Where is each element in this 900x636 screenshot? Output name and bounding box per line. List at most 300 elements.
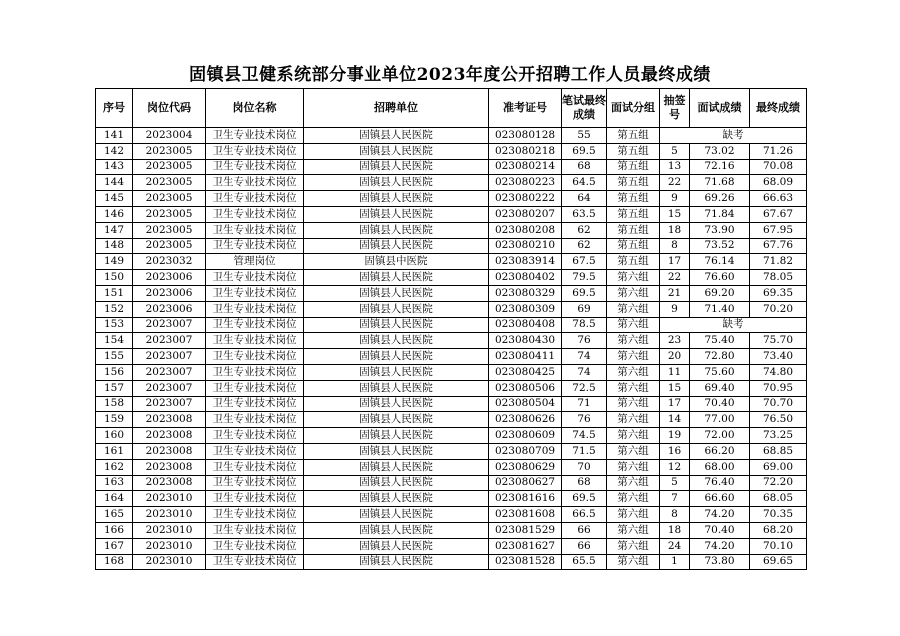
cell-post-code: 2023010 (133, 522, 206, 538)
cell-interview-score: 73.80 (690, 554, 750, 570)
cell-final-score: 70.10 (750, 538, 807, 554)
cell-seq: 160 (96, 428, 133, 444)
cell-seq: 167 (96, 538, 133, 554)
cell-post-name: 卫生专业技术岗位 (206, 191, 304, 207)
cell-interview-score: 66.60 (690, 491, 750, 507)
cell-interview-group: 第六组 (607, 301, 660, 317)
cell-written-score: 69.5 (562, 143, 607, 159)
cell-lot-number: 24 (660, 538, 690, 554)
cell-seq: 148 (96, 238, 133, 254)
cell-written-score: 76 (562, 333, 607, 349)
cell-written-score: 68 (562, 159, 607, 175)
cell-exam-number: 023081608 (489, 507, 562, 523)
cell-interview-group: 第五组 (607, 175, 660, 191)
cell-seq: 149 (96, 254, 133, 270)
cell-post-name: 卫生专业技术岗位 (206, 522, 304, 538)
cell-recruiting-unit: 固镇县人民医院 (304, 412, 489, 428)
cell-lot-number: 9 (660, 301, 690, 317)
cell-post-code: 2023010 (133, 554, 206, 570)
cell-seq: 147 (96, 222, 133, 238)
cell-interview-group: 第六组 (607, 285, 660, 301)
cell-post-code: 2023005 (133, 206, 206, 222)
cell-final-score: 76.50 (750, 412, 807, 428)
cell-post-code: 2023005 (133, 143, 206, 159)
cell-recruiting-unit: 固镇县人民医院 (304, 191, 489, 207)
cell-lot-number: 7 (660, 491, 690, 507)
cell-post-name: 卫生专业技术岗位 (206, 128, 304, 144)
cell-post-name: 卫生专业技术岗位 (206, 428, 304, 444)
header-post-name: 岗位名称 (206, 89, 304, 128)
cell-seq: 165 (96, 507, 133, 523)
cell-post-code: 2023008 (133, 443, 206, 459)
cell-lot-number: 18 (660, 522, 690, 538)
cell-lot-number: 21 (660, 285, 690, 301)
table-row (96, 301, 807, 317)
cell-recruiting-unit: 固镇县人民医院 (304, 522, 489, 538)
cell-recruiting-unit: 固镇县人民医院 (304, 270, 489, 286)
cell-interview-score: 73.90 (690, 222, 750, 238)
cell-written-score: 64.5 (562, 175, 607, 191)
cell-interview-group: 第六组 (607, 428, 660, 444)
header-exam-number: 准考证号 (489, 89, 562, 128)
cell-recruiting-unit: 固镇县人民医院 (304, 206, 489, 222)
cell-final-score: 68.05 (750, 491, 807, 507)
cell-written-score: 71.5 (562, 443, 607, 459)
table-header (96, 89, 807, 128)
cell-written-score: 55 (562, 128, 607, 144)
cell-exam-number: 023080627 (489, 475, 562, 491)
cell-post-code: 2023005 (133, 191, 206, 207)
cell-final-score: 73.25 (750, 428, 807, 444)
cell-lot-number: 16 (660, 443, 690, 459)
cell-exam-number: 023081529 (489, 522, 562, 538)
cell-post-name: 卫生专业技术岗位 (206, 159, 304, 175)
cell-seq: 155 (96, 349, 133, 365)
cell-interview-group: 第六组 (607, 349, 660, 365)
cell-post-code: 2023005 (133, 175, 206, 191)
cell-written-score: 62 (562, 222, 607, 238)
cell-final-score: 68.09 (750, 175, 807, 191)
cell-seq: 158 (96, 396, 133, 412)
cell-recruiting-unit: 固镇县人民医院 (304, 238, 489, 254)
cell-post-code: 2023005 (133, 238, 206, 254)
cell-exam-number: 023081627 (489, 538, 562, 554)
header-interview-score: 面试成绩 (690, 89, 750, 128)
scores-table (95, 88, 807, 570)
cell-interview-score: 73.02 (690, 143, 750, 159)
cell-interview-group: 第五组 (607, 143, 660, 159)
cell-written-score: 66 (562, 522, 607, 538)
cell-seq: 154 (96, 333, 133, 349)
cell-exam-number: 023080214 (489, 159, 562, 175)
table-row (96, 206, 807, 222)
cell-lot-number: 8 (660, 238, 690, 254)
cell-interview-score: 71.40 (690, 301, 750, 317)
cell-lot-number: 23 (660, 333, 690, 349)
table-row (96, 238, 807, 254)
cell-recruiting-unit: 固镇县人民医院 (304, 443, 489, 459)
cell-final-score: 69.00 (750, 459, 807, 475)
cell-post-name: 管理岗位 (206, 254, 304, 270)
cell-recruiting-unit: 固镇县人民医院 (304, 143, 489, 159)
cell-interview-group: 第五组 (607, 191, 660, 207)
cell-seq: 161 (96, 443, 133, 459)
cell-interview-score: 76.40 (690, 475, 750, 491)
cell-post-name: 卫生专业技术岗位 (206, 270, 304, 286)
cell-exam-number: 023080629 (489, 459, 562, 475)
cell-exam-number: 023080430 (489, 333, 562, 349)
cell-interview-group: 第五组 (607, 159, 660, 175)
cell-exam-number: 023080208 (489, 222, 562, 238)
table-row (96, 443, 807, 459)
cell-interview-group: 第五组 (607, 254, 660, 270)
cell-post-code: 2023008 (133, 459, 206, 475)
cell-interview-group: 第五组 (607, 128, 660, 144)
cell-recruiting-unit: 固镇县人民医院 (304, 175, 489, 191)
cell-post-name: 卫生专业技术岗位 (206, 491, 304, 507)
cell-recruiting-unit: 固镇县人民医院 (304, 317, 489, 333)
cell-final-score: 70.35 (750, 507, 807, 523)
table-row (96, 143, 807, 159)
cell-interview-score: 72.16 (690, 159, 750, 175)
cell-recruiting-unit: 固镇县人民医院 (304, 396, 489, 412)
cell-interview-score: 77.00 (690, 412, 750, 428)
cell-recruiting-unit: 固镇县人民医院 (304, 380, 489, 396)
cell-interview-group: 第六组 (607, 412, 660, 428)
cell-written-score: 71 (562, 396, 607, 412)
cell-recruiting-unit: 固镇县人民医院 (304, 538, 489, 554)
cell-post-name: 卫生专业技术岗位 (206, 459, 304, 475)
cell-final-score: 70.95 (750, 380, 807, 396)
cell-recruiting-unit: 固镇县人民医院 (304, 364, 489, 380)
cell-post-name: 卫生专业技术岗位 (206, 380, 304, 396)
cell-lot-number: 22 (660, 175, 690, 191)
cell-recruiting-unit: 固镇县中医院 (304, 254, 489, 270)
cell-written-score: 76 (562, 412, 607, 428)
cell-written-score: 70 (562, 459, 607, 475)
cell-exam-number: 023080223 (489, 175, 562, 191)
cell-interview-group: 第六组 (607, 522, 660, 538)
cell-final-score: 68.85 (750, 443, 807, 459)
cell-recruiting-unit: 固镇县人民医院 (304, 428, 489, 444)
cell-interview-group: 第六组 (607, 507, 660, 523)
cell-recruiting-unit: 固镇县人民医院 (304, 222, 489, 238)
cell-post-code: 2023006 (133, 285, 206, 301)
table-row (96, 285, 807, 301)
cell-seq: 157 (96, 380, 133, 396)
cell-lot-number: 13 (660, 159, 690, 175)
cell-seq: 145 (96, 191, 133, 207)
cell-interview-score: 74.20 (690, 538, 750, 554)
cell-lot-number: 18 (660, 222, 690, 238)
cell-exam-number: 023081616 (489, 491, 562, 507)
cell-interview-group: 第五组 (607, 222, 660, 238)
table-row (96, 428, 807, 444)
cell-interview-score: 74.20 (690, 507, 750, 523)
cell-interview-group: 第六组 (607, 333, 660, 349)
cell-post-name: 卫生专业技术岗位 (206, 301, 304, 317)
cell-post-name: 卫生专业技术岗位 (206, 222, 304, 238)
cell-post-code: 2023007 (133, 317, 206, 333)
cell-exam-number: 023080222 (489, 191, 562, 207)
cell-post-name: 卫生专业技术岗位 (206, 349, 304, 365)
table-row (96, 159, 807, 175)
cell-final-score: 66.63 (750, 191, 807, 207)
cell-interview-score: 66.20 (690, 443, 750, 459)
cell-post-code: 2023007 (133, 396, 206, 412)
cell-post-code: 2023007 (133, 333, 206, 349)
cell-recruiting-unit: 固镇县人民医院 (304, 128, 489, 144)
cell-exam-number: 023081528 (489, 554, 562, 570)
cell-exam-number: 023080504 (489, 396, 562, 412)
cell-post-name: 卫生专业技术岗位 (206, 206, 304, 222)
cell-written-score: 62 (562, 238, 607, 254)
cell-final-score: 75.70 (750, 333, 807, 349)
header-recruiting-unit: 招聘单位 (304, 89, 489, 128)
cell-written-score: 79.5 (562, 270, 607, 286)
cell-final-score: 69.35 (750, 285, 807, 301)
cell-interview-score: 76.60 (690, 270, 750, 286)
header-written-score: 笔试最终成绩 (562, 89, 607, 128)
cell-interview-score: 73.52 (690, 238, 750, 254)
table-row (96, 128, 807, 144)
cell-post-name: 卫生专业技术岗位 (206, 175, 304, 191)
cell-post-name: 卫生专业技术岗位 (206, 364, 304, 380)
cell-interview-score: 75.60 (690, 364, 750, 380)
cell-post-code: 2023010 (133, 491, 206, 507)
table-row (96, 554, 807, 570)
table-row (96, 380, 807, 396)
cell-post-name: 卫生专业技术岗位 (206, 443, 304, 459)
cell-post-code: 2023007 (133, 349, 206, 365)
cell-interview-score: 72.00 (690, 428, 750, 444)
cell-exam-number: 023080207 (489, 206, 562, 222)
cell-exam-number: 023080626 (489, 412, 562, 428)
cell-seq: 143 (96, 159, 133, 175)
cell-post-name: 卫生专业技术岗位 (206, 475, 304, 491)
cell-final-score: 71.26 (750, 143, 807, 159)
cell-post-name: 卫生专业技术岗位 (206, 238, 304, 254)
cell-interview-score: 缺考 (660, 128, 807, 144)
table-row (96, 459, 807, 475)
cell-interview-score: 68.00 (690, 459, 750, 475)
cell-interview-score: 76.14 (690, 254, 750, 270)
cell-exam-number: 023080709 (489, 443, 562, 459)
table-row (96, 475, 807, 491)
cell-final-score: 73.40 (750, 349, 807, 365)
cell-interview-group: 第五组 (607, 206, 660, 222)
cell-post-code: 2023007 (133, 380, 206, 396)
cell-exam-number: 023080609 (489, 428, 562, 444)
cell-final-score: 67.76 (750, 238, 807, 254)
cell-post-name: 卫生专业技术岗位 (206, 285, 304, 301)
cell-exam-number: 023080506 (489, 380, 562, 396)
header-final-score: 最终成绩 (750, 89, 807, 128)
table-row (96, 333, 807, 349)
table-row (96, 270, 807, 286)
cell-seq: 159 (96, 412, 133, 428)
cell-recruiting-unit: 固镇县人民医院 (304, 459, 489, 475)
cell-written-score: 63.5 (562, 206, 607, 222)
cell-exam-number: 023080402 (489, 270, 562, 286)
cell-written-score: 64 (562, 191, 607, 207)
cell-written-score: 65.5 (562, 554, 607, 570)
cell-interview-group: 第六组 (607, 317, 660, 333)
cell-lot-number: 14 (660, 412, 690, 428)
cell-post-name: 卫生专业技术岗位 (206, 507, 304, 523)
cell-exam-number: 023080408 (489, 317, 562, 333)
cell-post-name: 卫生专业技术岗位 (206, 333, 304, 349)
cell-post-name: 卫生专业技术岗位 (206, 396, 304, 412)
cell-written-score: 74.5 (562, 428, 607, 444)
cell-final-score: 72.20 (750, 475, 807, 491)
cell-interview-group: 第六组 (607, 459, 660, 475)
cell-post-code: 2023006 (133, 270, 206, 286)
cell-final-score: 68.20 (750, 522, 807, 538)
table-row (96, 349, 807, 365)
cell-recruiting-unit: 固镇县人民医院 (304, 285, 489, 301)
cell-lot-number: 11 (660, 364, 690, 380)
cell-post-code: 2023032 (133, 254, 206, 270)
cell-interview-group: 第六组 (607, 443, 660, 459)
cell-recruiting-unit: 固镇县人民医院 (304, 333, 489, 349)
cell-post-code: 2023006 (133, 301, 206, 317)
cell-lot-number: 17 (660, 254, 690, 270)
cell-lot-number: 5 (660, 475, 690, 491)
header-seq: 序号 (96, 89, 133, 128)
cell-lot-number: 22 (660, 270, 690, 286)
cell-interview-group: 第六组 (607, 270, 660, 286)
cell-seq: 156 (96, 364, 133, 380)
cell-recruiting-unit: 固镇县人民医院 (304, 491, 489, 507)
cell-final-score: 69.65 (750, 554, 807, 570)
cell-post-name: 卫生专业技术岗位 (206, 412, 304, 428)
cell-post-name: 卫生专业技术岗位 (206, 317, 304, 333)
cell-written-score: 72.5 (562, 380, 607, 396)
cell-recruiting-unit: 固镇县人民医院 (304, 507, 489, 523)
cell-post-code: 2023005 (133, 159, 206, 175)
table-row (96, 491, 807, 507)
cell-final-score: 71.82 (750, 254, 807, 270)
cell-lot-number: 15 (660, 380, 690, 396)
cell-post-code: 2023004 (133, 128, 206, 144)
cell-written-score: 69.5 (562, 491, 607, 507)
table-row (96, 507, 807, 523)
table-row (96, 522, 807, 538)
cell-final-score: 70.08 (750, 159, 807, 175)
cell-post-code: 2023005 (133, 222, 206, 238)
cell-written-score: 69.5 (562, 285, 607, 301)
cell-final-score: 70.70 (750, 396, 807, 412)
cell-written-score: 66.5 (562, 507, 607, 523)
cell-exam-number: 023080411 (489, 349, 562, 365)
cell-seq: 144 (96, 175, 133, 191)
cell-seq: 163 (96, 475, 133, 491)
cell-post-code: 2023008 (133, 475, 206, 491)
table-row (96, 364, 807, 380)
cell-written-score: 69 (562, 301, 607, 317)
cell-interview-group: 第六组 (607, 364, 660, 380)
cell-recruiting-unit: 固镇县人民医院 (304, 554, 489, 570)
header-interview-group: 面试分组 (607, 89, 660, 128)
cell-interview-group: 第六组 (607, 554, 660, 570)
cell-final-score: 74.80 (750, 364, 807, 380)
cell-written-score: 67.5 (562, 254, 607, 270)
page-title: 固镇县卫健系统部分事业单位2023年度公开招聘工作人员最终成绩 (189, 65, 711, 85)
table-row (96, 412, 807, 428)
cell-written-score: 68 (562, 475, 607, 491)
cell-seq: 150 (96, 270, 133, 286)
cell-post-code: 2023008 (133, 412, 206, 428)
cell-interview-score: 69.26 (690, 191, 750, 207)
table-row (96, 222, 807, 238)
cell-lot-number: 8 (660, 507, 690, 523)
cell-seq: 151 (96, 285, 133, 301)
cell-written-score: 74 (562, 364, 607, 380)
cell-seq: 153 (96, 317, 133, 333)
cell-interview-group: 第六组 (607, 380, 660, 396)
table-row (96, 175, 807, 191)
cell-interview-score: 69.40 (690, 380, 750, 396)
cell-interview-group: 第五组 (607, 238, 660, 254)
cell-lot-number: 17 (660, 396, 690, 412)
cell-post-name: 卫生专业技术岗位 (206, 143, 304, 159)
cell-seq: 146 (96, 206, 133, 222)
cell-post-name: 卫生专业技术岗位 (206, 554, 304, 570)
cell-recruiting-unit: 固镇县人民医院 (304, 349, 489, 365)
cell-exam-number: 023080128 (489, 128, 562, 144)
cell-recruiting-unit: 固镇县人民医院 (304, 301, 489, 317)
cell-written-score: 66 (562, 538, 607, 554)
cell-post-code: 2023008 (133, 428, 206, 444)
cell-seq: 166 (96, 522, 133, 538)
cell-post-code: 2023010 (133, 507, 206, 523)
cell-seq: 152 (96, 301, 133, 317)
cell-interview-score: 71.68 (690, 175, 750, 191)
cell-exam-number: 023080425 (489, 364, 562, 380)
cell-exam-number: 023080218 (489, 143, 562, 159)
table-row (96, 254, 807, 270)
cell-interview-score: 70.40 (690, 396, 750, 412)
cell-lot-number: 15 (660, 206, 690, 222)
cell-interview-score: 75.40 (690, 333, 750, 349)
cell-interview-score: 69.20 (690, 285, 750, 301)
cell-written-score: 78.5 (562, 317, 607, 333)
cell-lot-number: 19 (660, 428, 690, 444)
table-row (96, 396, 807, 412)
cell-lot-number: 5 (660, 143, 690, 159)
cell-exam-number: 023080210 (489, 238, 562, 254)
cell-post-code: 2023007 (133, 364, 206, 380)
cell-seq: 142 (96, 143, 133, 159)
cell-final-score: 67.95 (750, 222, 807, 238)
cell-interview-score: 缺考 (660, 317, 807, 333)
cell-interview-group: 第六组 (607, 475, 660, 491)
cell-seq: 141 (96, 128, 133, 144)
cell-lot-number: 9 (660, 191, 690, 207)
cell-exam-number: 023080329 (489, 285, 562, 301)
cell-written-score: 74 (562, 349, 607, 365)
cell-final-score: 70.20 (750, 301, 807, 317)
cell-recruiting-unit: 固镇县人民医院 (304, 475, 489, 491)
cell-exam-number: 023080309 (489, 301, 562, 317)
cell-lot-number: 12 (660, 459, 690, 475)
cell-post-code: 2023010 (133, 538, 206, 554)
cell-interview-group: 第六组 (607, 491, 660, 507)
cell-interview-group: 第六组 (607, 538, 660, 554)
cell-seq: 164 (96, 491, 133, 507)
table-row (96, 538, 807, 554)
